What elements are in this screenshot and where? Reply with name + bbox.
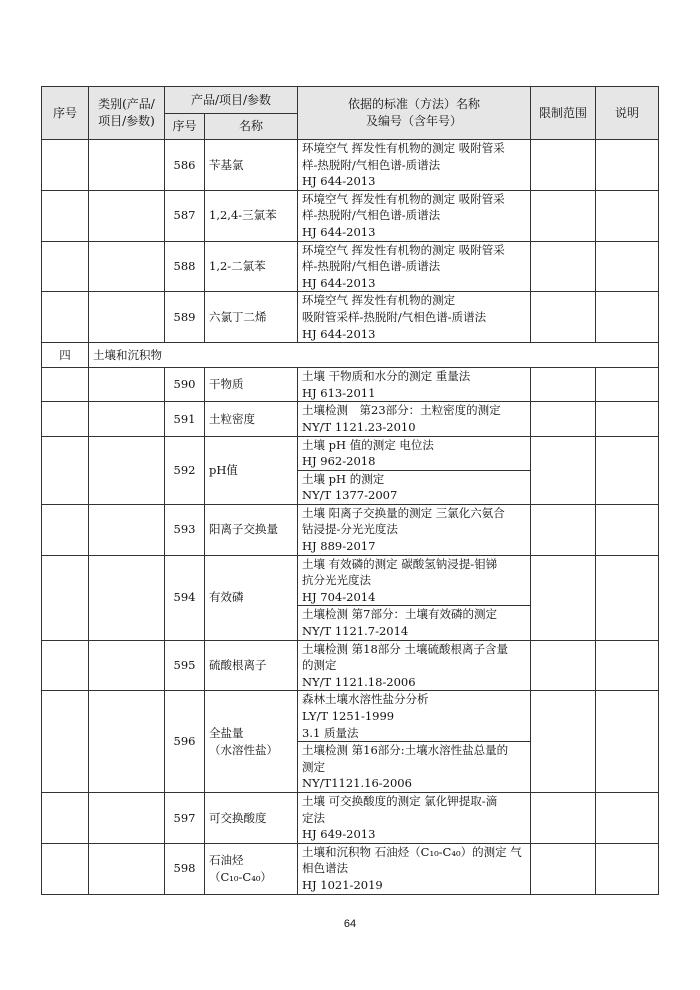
standards-table xyxy=(41,86,659,895)
category-cell xyxy=(89,190,165,241)
standard-line: 定法 xyxy=(302,810,325,825)
limit-cell xyxy=(531,691,596,793)
limit-cell xyxy=(531,292,596,343)
item-name xyxy=(205,190,298,241)
section-title: 土壤和沉积物 xyxy=(89,343,659,368)
page-number: 64 xyxy=(343,918,357,930)
standard-line: 环境空气 挥发性有机物的测定 xyxy=(302,293,456,308)
item-name-line: 1,2,4-三氯苯 xyxy=(209,208,277,223)
standard-line: 土壤 有效磷的测定 碳酸氢钠浸提-钼锑 xyxy=(302,556,498,571)
item-name xyxy=(205,691,298,793)
item-name-line: 全盐量 xyxy=(209,726,244,741)
standard-cell xyxy=(298,241,531,292)
standard-cell xyxy=(298,742,531,793)
note-cell xyxy=(596,792,659,843)
standard-line: 土壤 可交换酸度的测定 氯化钾提取-滴 xyxy=(302,793,498,808)
table-row xyxy=(42,640,659,691)
limit-cell xyxy=(531,792,596,843)
standard-cell xyxy=(298,368,531,402)
category-cell xyxy=(89,436,165,504)
header-sub-name: 名称 xyxy=(205,114,298,140)
seq-cell xyxy=(42,504,89,555)
seq-cell xyxy=(42,691,89,793)
item-name xyxy=(205,504,298,555)
header-standard-line: 依据的标准（方法）名称 xyxy=(347,97,480,112)
category-cell xyxy=(89,691,165,793)
item-name-line: 苄基氯 xyxy=(209,157,244,172)
item-name xyxy=(205,640,298,691)
standard-cell xyxy=(298,402,531,436)
standard-line: 抗分光光度法 xyxy=(302,573,371,588)
standard-cell xyxy=(298,470,531,504)
item-name-line: 有效磷 xyxy=(209,590,244,605)
category-cell xyxy=(89,241,165,292)
table-header xyxy=(42,87,659,140)
item-number: 593 xyxy=(165,504,205,555)
standard-line: 土壤和沉积物 石油烃（C₁₀-C₄₀）的测定 气 xyxy=(302,844,522,859)
standard-cell xyxy=(298,691,531,742)
item-name xyxy=(205,140,298,191)
seq-cell xyxy=(42,436,89,504)
note-cell xyxy=(596,140,659,191)
standard-cell xyxy=(298,843,531,894)
note-cell xyxy=(596,640,659,691)
seq-cell xyxy=(42,292,89,343)
item-name xyxy=(205,292,298,343)
item-name xyxy=(205,792,298,843)
seq-cell xyxy=(42,555,89,640)
standard-line: HJ 644-2013 xyxy=(302,224,376,239)
standard-line: 钴浸提-分光光度法 xyxy=(302,522,398,537)
category-cell xyxy=(89,292,165,343)
standard-line: 土壤 干物质和水分的测定 重量法 xyxy=(302,369,471,384)
table-row xyxy=(42,402,659,436)
item-number: 588 xyxy=(165,241,205,292)
section-seq: 四 xyxy=(42,343,89,368)
item-name-line: pH值 xyxy=(209,462,238,477)
table-row xyxy=(42,436,659,470)
standard-line: HJ 704-2014 xyxy=(302,589,376,604)
limit-cell xyxy=(531,436,596,504)
item-number: 594 xyxy=(165,555,205,640)
note-cell xyxy=(596,402,659,436)
limit-cell xyxy=(531,843,596,894)
header-category: 类别(产品/项目/参数) xyxy=(89,87,165,140)
standard-line: HJ 644-2013 xyxy=(302,326,376,341)
item-number: 586 xyxy=(165,140,205,191)
category-cell xyxy=(89,792,165,843)
standard-line: NY/T1121.16-2006 xyxy=(302,776,412,791)
standard-line: 环境空气 挥发性有机物的测定 吸附管采 xyxy=(302,141,505,155)
table-row xyxy=(42,190,659,241)
standard-line: NY/T 1121.18-2006 xyxy=(302,674,416,689)
item-name xyxy=(205,436,298,504)
standard-line: 土壤 pH 的测定 xyxy=(302,471,385,486)
standard-cell xyxy=(298,504,531,555)
standard-line: 环境空气 挥发性有机物的测定 吸附管采 xyxy=(302,242,505,257)
item-number: 589 xyxy=(165,292,205,343)
table-row xyxy=(42,368,659,402)
standard-line: NY/T 1121.7-2014 xyxy=(302,624,409,639)
seq-cell xyxy=(42,843,89,894)
table-row xyxy=(42,792,659,843)
standard-line: 样-热脱附/气相色谱-质谱法 xyxy=(302,157,441,172)
standard-line: 3.1 质量法 xyxy=(302,725,359,740)
standard-line: HJ 962-2018 xyxy=(302,454,376,469)
section-row xyxy=(42,343,659,368)
item-name-line: 石油烃 xyxy=(209,853,244,868)
standard-line: 土壤检测 第7部分：土壤有效磷的测定 xyxy=(302,607,497,622)
item-name-line: 硫酸根离子 xyxy=(209,658,267,673)
item-name-line: （水溶性盐） xyxy=(209,742,278,757)
item-number: 595 xyxy=(165,640,205,691)
header-standard xyxy=(298,87,531,140)
item-number: 587 xyxy=(165,190,205,241)
item-name xyxy=(205,402,298,436)
table-row xyxy=(42,691,659,742)
category-cell xyxy=(89,555,165,640)
limit-cell xyxy=(531,640,596,691)
standard-line: 的测定 xyxy=(302,658,337,673)
limit-cell xyxy=(531,504,596,555)
item-number: 598 xyxy=(165,843,205,894)
standard-line: 森林土壤水溶性盐分分析 xyxy=(302,692,429,707)
seq-cell xyxy=(42,368,89,402)
header-note: 说明 xyxy=(596,87,659,140)
standard-line: 环境空气 挥发性有机物的测定 吸附管采 xyxy=(302,191,505,206)
category-cell xyxy=(89,504,165,555)
limit-cell xyxy=(531,368,596,402)
header-standard-line: 及编号（含年号） xyxy=(365,114,462,128)
table-row xyxy=(42,555,659,606)
category-cell xyxy=(89,843,165,894)
limit-cell xyxy=(531,190,596,241)
standard-line: HJ 649-2013 xyxy=(302,827,376,842)
standard-line: 土壤 pH 值的测定 电位法 xyxy=(302,437,434,452)
table-row xyxy=(42,140,659,191)
seq-cell xyxy=(42,140,89,191)
standard-cell xyxy=(298,640,531,691)
table-row xyxy=(42,843,659,894)
item-name-line: （C₁₀-C₄₀） xyxy=(209,869,272,884)
item-name-line: 土粒密度 xyxy=(209,411,255,426)
limit-cell xyxy=(531,402,596,436)
standard-line: LY/T 1251-1999 xyxy=(302,709,395,723)
note-cell xyxy=(596,292,659,343)
standard-line: HJ 613-2011 xyxy=(302,385,376,400)
standard-cell xyxy=(298,555,531,606)
header-seq: 序号 xyxy=(42,87,89,140)
header-product-group: 产品/项目/参数 xyxy=(165,87,298,114)
seq-cell xyxy=(42,640,89,691)
standard-cell xyxy=(298,190,531,241)
note-cell xyxy=(596,555,659,640)
item-name-line: 可交换酸度 xyxy=(209,810,267,825)
item-name-line: 干物质 xyxy=(209,377,244,392)
item-name-line: 1,2-二氯苯 xyxy=(209,259,266,274)
item-name xyxy=(205,843,298,894)
category-cell xyxy=(89,140,165,191)
standard-cell xyxy=(298,606,531,640)
category-cell xyxy=(89,402,165,436)
item-name xyxy=(205,368,298,402)
standard-cell xyxy=(298,792,531,843)
table-row xyxy=(42,504,659,555)
standard-line: HJ 644-2013 xyxy=(302,174,376,189)
item-name-line: 阳离子交换量 xyxy=(209,522,278,537)
item-name xyxy=(205,555,298,640)
category-cell xyxy=(89,640,165,691)
note-cell xyxy=(596,241,659,292)
standard-cell xyxy=(298,436,531,470)
header-limit: 限制范围 xyxy=(531,87,596,140)
standard-line: NY/T 1121.23-2010 xyxy=(302,419,416,434)
item-name-line: 六氯丁二烯 xyxy=(209,309,267,324)
seq-cell xyxy=(42,190,89,241)
note-cell xyxy=(596,691,659,793)
seq-cell xyxy=(42,402,89,436)
limit-cell xyxy=(531,241,596,292)
table-body xyxy=(42,140,659,895)
note-cell xyxy=(596,504,659,555)
standard-line: 相色谱法 xyxy=(302,861,348,876)
standard-cell xyxy=(298,140,531,191)
header-sub-seq: 序号 xyxy=(165,114,205,140)
item-number: 591 xyxy=(165,402,205,436)
limit-cell xyxy=(531,140,596,191)
limit-cell xyxy=(531,555,596,640)
seq-cell xyxy=(42,792,89,843)
category-cell xyxy=(89,368,165,402)
table-row xyxy=(42,292,659,343)
standard-line: 样-热脱附/气相色谱-质谱法 xyxy=(302,208,441,223)
standard-line: 土壤检测 第16部分:土壤水溶性盐总量的 xyxy=(302,743,509,758)
standard-line: 土壤检测 第18部分 土壤硫酸根离子含量 xyxy=(302,641,508,656)
standard-line: 吸附管采样-热脱附/气相色谱-质谱法 xyxy=(302,309,487,324)
standard-line: NY/T 1377-2007 xyxy=(302,488,398,503)
note-cell xyxy=(596,368,659,402)
note-cell xyxy=(596,190,659,241)
standard-line: HJ 889-2017 xyxy=(302,539,376,554)
standard-line: 土壤 阳离子交换量的测定 三氯化六氨合 xyxy=(302,505,505,520)
note-cell xyxy=(596,436,659,504)
item-number: 592 xyxy=(165,436,205,504)
item-number: 596 xyxy=(165,691,205,793)
table-row xyxy=(42,241,659,292)
standard-line: HJ 1021-2019 xyxy=(302,877,383,892)
standard-cell xyxy=(298,292,531,343)
standard-line: 样-热脱附/气相色谱-质谱法 xyxy=(302,259,441,274)
standard-line: HJ 644-2013 xyxy=(302,275,376,290)
item-number: 597 xyxy=(165,792,205,843)
standard-line: 土壤检测 第23部分：土粒密度的测定 xyxy=(302,403,501,418)
standard-line: 测定 xyxy=(302,759,325,774)
item-number: 590 xyxy=(165,368,205,402)
item-name xyxy=(205,241,298,292)
seq-cell xyxy=(42,241,89,292)
note-cell xyxy=(596,843,659,894)
